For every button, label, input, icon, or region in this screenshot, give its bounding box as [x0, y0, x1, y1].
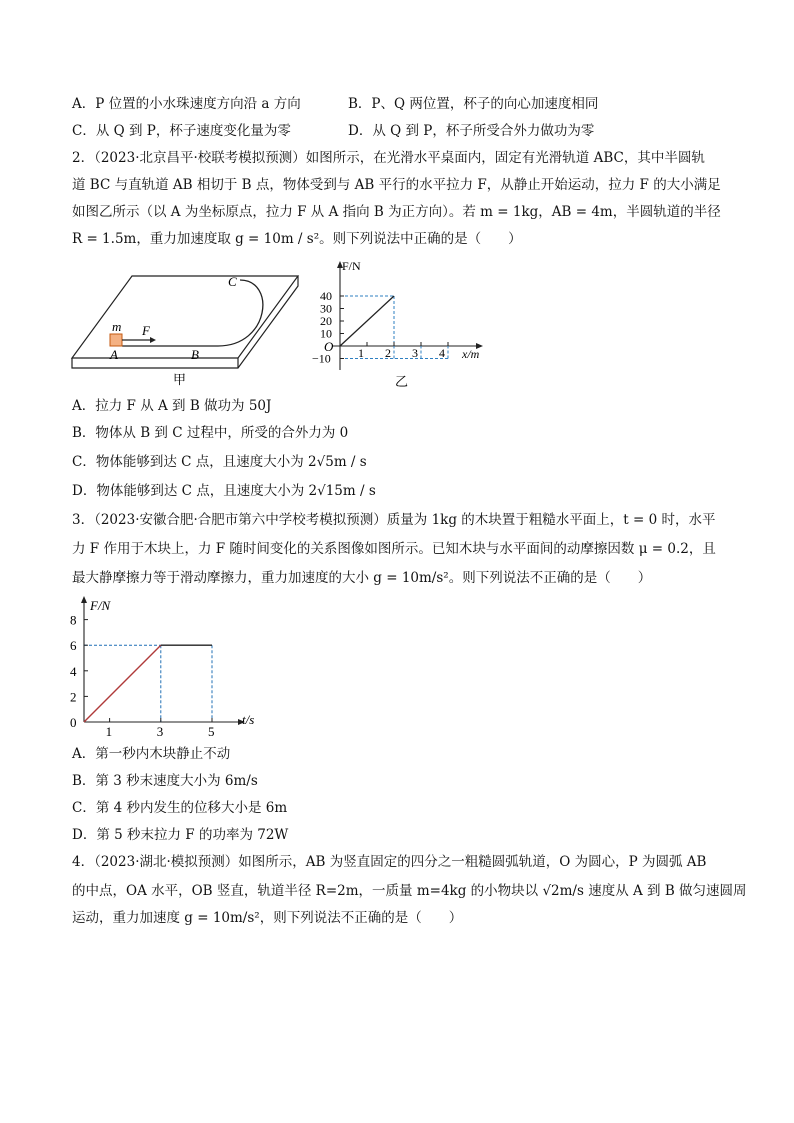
- q2-option-a: A．拉力 F 从 A 到 B 做功为 50J: [72, 398, 272, 414]
- label-f: F: [142, 323, 150, 338]
- y-tick-label--10: −10: [312, 351, 331, 366]
- label-a: A: [110, 347, 118, 362]
- y-axis-label: F/N: [90, 598, 111, 613]
- q4-stem-line3: 运动，重力加速度 g = 10m/s²，则下列说法不正确的是（ ）: [72, 910, 463, 926]
- q2-stem-line1: 2．（2023·北京昌平·校联考模拟预测）如图所示，在光滑水平桌面内，固定有光滑轨道 ABC，其中半圆轨: [72, 150, 705, 166]
- label-c: C: [228, 274, 237, 289]
- x-tick-label-3: 3: [412, 346, 418, 360]
- q2-stem-line4: R = 1.5m，重力加速度取 g = 10m / s²。则下列说法中正确的是（ ）: [72, 231, 522, 247]
- y-axis-label: F/N: [342, 259, 361, 273]
- x-tick-label-5: 5: [208, 724, 215, 736]
- y-tick-label-2: 2: [70, 689, 77, 705]
- x-axis-label: x/m: [462, 347, 480, 361]
- y-tick-label-4: 4: [70, 663, 77, 679]
- q3-option-d: D．第 5 秒末拉力 F 的功率为 72W: [72, 827, 289, 843]
- x-tick-label-1: 1: [105, 724, 113, 736]
- q1-option-a: A．P 位置的小水珠速度方向沿 a 方向: [72, 96, 301, 112]
- q2-option-c: C．物体能够到达 C 点，且速度大小为 2√5m / s: [72, 454, 367, 470]
- y-tick-label-8: 8: [70, 612, 77, 628]
- y-tick-label-20: 20: [320, 314, 332, 328]
- q1-option-d: D．从 Q 到 P，杯子所受合外力做功为零: [348, 123, 595, 139]
- track-bc: [218, 280, 263, 346]
- q3-stem-line2: 力 F 作用于木块上，力 F 随时间变化的关系图像如图所示。已知木块与水平面间的动摩擦因数 μ = 0.2，且: [72, 541, 716, 557]
- q3-option-a: A．第一秒内木块静止不动: [72, 746, 231, 762]
- q1-option-c: C．从 Q 到 P，杯子速度变化量为零: [72, 123, 291, 139]
- q3-option-b: B．第 3 秒末速度大小为 6m/s: [72, 773, 258, 789]
- q3-stem-line1: 3．（2023·安徽合肥·合肥市第六中学校考模拟预测）质量为 1kg 的木块置于粗糙水平面上，t = 0 时，水平: [72, 512, 716, 528]
- y-tick-label-6: 6: [70, 638, 77, 654]
- y-tick-label-40: 40: [320, 289, 332, 303]
- x-tick-label-3: 3: [156, 724, 164, 736]
- y-tick-label-10: 10: [320, 326, 332, 341]
- q2-stem-line3: 如图乙所示（以 A 为坐标原点，拉力 F 从 A 指向 B 为正方向）。若 m = 1kg，AB = 4m，半圆轨道的半径: [72, 204, 721, 220]
- force-ramp: [84, 645, 161, 722]
- q1-option-b: B．P、Q 两位置，杯子的向心加速度相同: [348, 96, 599, 112]
- x-axis-label: t/s: [242, 712, 255, 727]
- block-m: [110, 334, 122, 346]
- q2-stem-line2: 道 BC 与直轨道 AB 相切于 B 点，物体受到与 AB 平行的水平拉力 F，从静止开始运动，拉力 F 的大小满足: [72, 177, 721, 193]
- q4-stem-line1: 4．（2023·湖北·模拟预测）如图所示，AB 为竖直固定的四分之一粗糙圆弧轨道，O 为圆心，P 为圆弧 AB: [72, 854, 707, 870]
- label-b: B: [191, 347, 199, 362]
- caption-jia: 甲: [173, 372, 187, 387]
- q2-chart-yi: [310, 256, 500, 390]
- x-tick-label-0: 0: [70, 715, 77, 730]
- q3-chart: [60, 594, 280, 736]
- y-tick-label-30: 30: [320, 301, 332, 316]
- x-tick-label-2: 2: [385, 346, 391, 360]
- q3-option-c: C．第 4 秒内发生的位移大小是 6m: [72, 800, 288, 816]
- q4-stem-line2: 的中点，OA 水平，OB 竖直，轨道半径 R=2m，一质量 m=4kg 的小物块以 √2m/s 速度从 A 到 B 做匀速圆周: [72, 883, 747, 899]
- x-tick-label-4: 4: [439, 346, 445, 360]
- label-m: m: [112, 319, 122, 334]
- force-arrow-head: [150, 337, 156, 343]
- q2-option-d: D．物体能够到达 C 点，且速度大小为 2√15m / s: [72, 483, 376, 499]
- origin-label: O: [324, 339, 334, 354]
- q3-stem-line3: 最大静摩擦力等于滑动摩擦力，重力加速度的大小 g = 10m/s²。则下列说法不正确的是（ ）: [72, 570, 652, 586]
- x-tick-label-1: 1: [358, 346, 364, 360]
- q2-option-b: B．物体从 B 到 C 过程中，所受的合外力为 0: [72, 425, 349, 441]
- force-line: [340, 296, 394, 346]
- caption-yi: 乙: [395, 374, 409, 389]
- q2-figure-jia: [70, 268, 302, 390]
- y-axis-arrow: [81, 596, 87, 603]
